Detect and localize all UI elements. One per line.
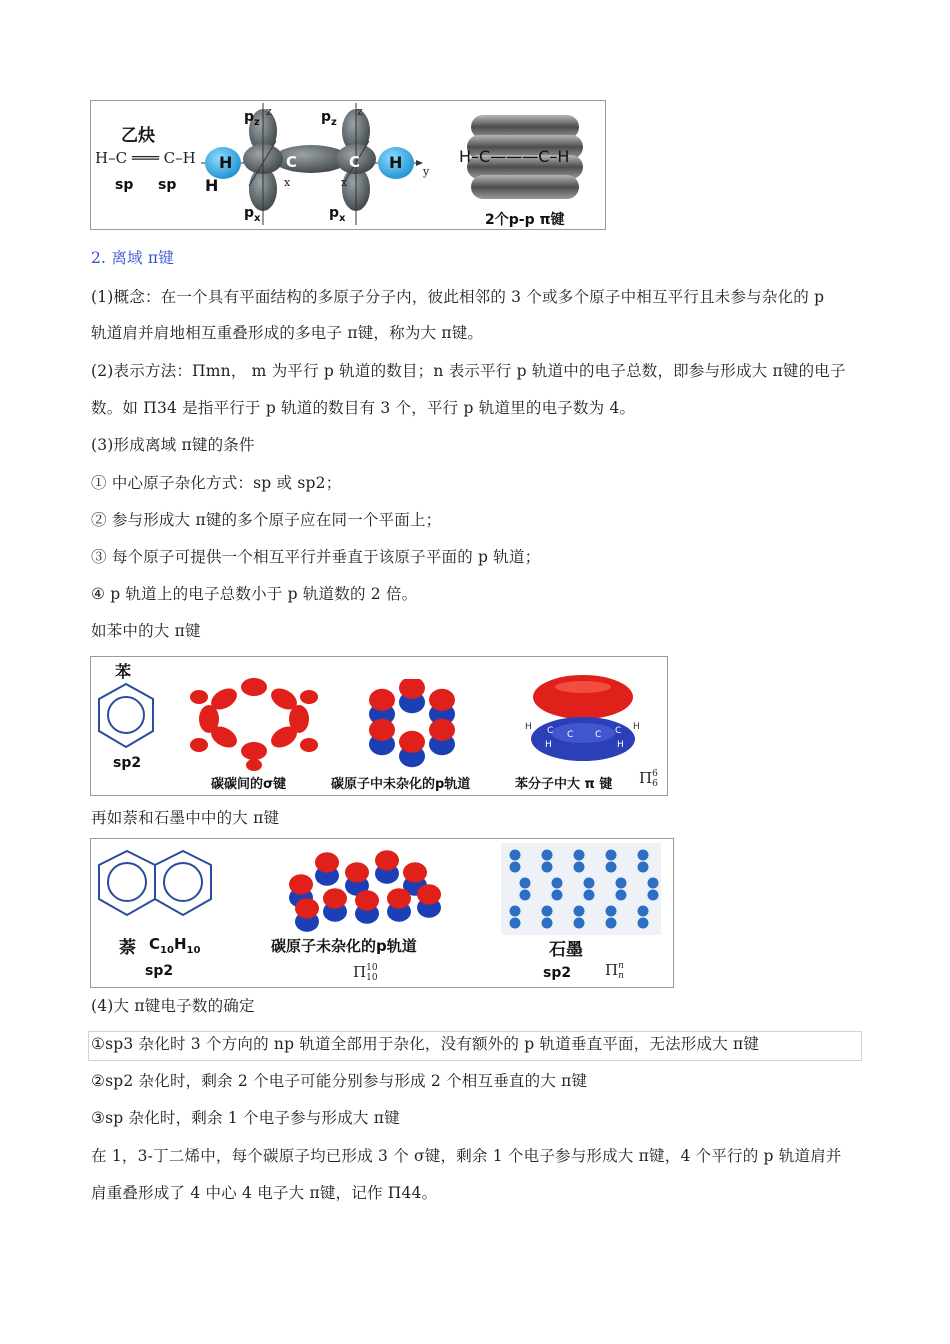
atom-h-left: H bbox=[219, 153, 233, 172]
graphite-atom bbox=[510, 862, 521, 873]
graphite-atom bbox=[648, 878, 659, 889]
condition-3: ③ 每个原子可提供一个相互平行并垂直于该原子平面的 p 轨道； bbox=[91, 548, 541, 566]
ethyne-figure bbox=[90, 100, 606, 230]
benzene-intro: 如苯中的大 π键 bbox=[91, 622, 201, 640]
benzene-hybrid: sp2 bbox=[113, 755, 142, 771]
graphite-atom bbox=[510, 906, 521, 917]
graphite-atom bbox=[574, 918, 585, 929]
axis-x-right: x bbox=[341, 176, 348, 189]
svg-text:H: H bbox=[633, 722, 640, 732]
p-orbital-lobe-pair bbox=[429, 719, 455, 755]
benzene-ring-icon bbox=[95, 681, 157, 751]
axis-y: y bbox=[423, 165, 430, 178]
naphthalene-mid-caption: 碳原子未杂化的p轨道 bbox=[271, 937, 417, 955]
naphthalene-name: 萘 bbox=[119, 938, 136, 958]
sigma-bond-model bbox=[189, 677, 319, 772]
svg-text:C: C bbox=[595, 730, 602, 740]
graphite-atom bbox=[584, 878, 595, 889]
naphthalene-formula: $C_{10}H_{10}$ bbox=[149, 935, 201, 956]
rule-sp2: ②sp2 杂化时，剩余 2 个电子可能分别参与形成 2 个相互垂直的大 π键 bbox=[91, 1072, 588, 1090]
px-left-label: $p_x$ bbox=[244, 205, 261, 224]
electron-count-heading: (4)大 π键电子数的确定 bbox=[91, 997, 255, 1015]
graphite-atom bbox=[616, 890, 627, 901]
condition-1: ① 中心原子杂化方式：sp 或 sp2； bbox=[91, 474, 342, 492]
graphite-atom bbox=[542, 918, 553, 929]
butadiene-line2: 肩重叠形成了 4 中心 4 电子大 π键，记作 Π44。 bbox=[91, 1184, 438, 1202]
graphite-atom bbox=[574, 906, 585, 917]
p-orbital-lobe-pair bbox=[315, 852, 339, 886]
conditions-heading: (3)形成离域 π键的条件 bbox=[91, 436, 255, 454]
concept-line2: 轨道肩并肩地相互重叠形成的多电子 π键，称为大 π键。 bbox=[91, 324, 484, 342]
graphite-atom bbox=[542, 862, 553, 873]
svg-text:H: H bbox=[617, 740, 624, 750]
p-orbital-lobe-pair bbox=[355, 890, 379, 924]
naphthalene-hybrid: sp2 bbox=[145, 963, 174, 979]
graphite-atom bbox=[542, 850, 553, 861]
graphite-hybrid: sp2 bbox=[543, 965, 572, 981]
p-orbital-lobe-pair bbox=[295, 898, 319, 932]
benzene-pi-cloud bbox=[523, 667, 643, 767]
graphite-atom bbox=[638, 918, 649, 929]
concept-line1: (1)概念：在一个具有平面结构的多原子分子内，彼此相邻的 3 个或多个原子中相互平行且未参与杂化的 p bbox=[91, 288, 825, 306]
rule-sp: ③sp 杂化时，剩余 1 个电子参与形成大 π键 bbox=[91, 1109, 400, 1127]
pz-left-label: $p_z$ bbox=[244, 109, 260, 128]
graphite-atom bbox=[638, 906, 649, 917]
rule-sp3: ①sp3 杂化时 3 个方向的 np 轨道全部用于杂化，没有额外的 p 轨道垂直平面，无法形成大 π键 bbox=[91, 1035, 760, 1053]
hybrid-left: sp bbox=[115, 177, 134, 193]
svg-text:C: C bbox=[567, 730, 574, 740]
px-right-label: $p_x$ bbox=[329, 205, 346, 224]
p-orbital-lobe-pair bbox=[375, 850, 399, 884]
graphite-atom bbox=[510, 850, 521, 861]
graphite-model bbox=[501, 843, 661, 935]
graphite-name: 石墨 bbox=[549, 940, 583, 960]
svg-text:C: C bbox=[547, 726, 554, 736]
p-orbital-lobe-pair bbox=[369, 719, 395, 755]
hybrid-right: sp bbox=[158, 177, 177, 193]
graphite-atom bbox=[520, 878, 531, 889]
naphthalene-intro: 再如萘和石墨中中的大 π键 bbox=[91, 809, 280, 827]
section-heading: 2. 离域 π键 bbox=[91, 249, 174, 267]
condition-4: ④ p 轨道上的电子总数小于 p 轨道数的 2 倍。 bbox=[91, 585, 418, 603]
benzene-pi-caption: 苯分子中大 π 键 bbox=[515, 777, 613, 792]
graphite-atom bbox=[606, 918, 617, 929]
right-formula: H–C———C–H bbox=[459, 147, 570, 166]
atom-c-right: C bbox=[349, 153, 361, 171]
p-orbital-lobe-pair bbox=[387, 888, 411, 922]
axis-z-left: z bbox=[266, 105, 272, 118]
benzene-title: 苯 bbox=[115, 662, 132, 681]
benzene-figure bbox=[90, 656, 668, 796]
pz-right-label: $p_z$ bbox=[321, 109, 337, 128]
graphite-atom bbox=[574, 850, 585, 861]
p-orbital-lobe-pair bbox=[323, 888, 347, 922]
graphite-atom bbox=[648, 890, 659, 901]
axis-x-left: x bbox=[284, 176, 291, 189]
graphite-pi-symbol: Π n n bbox=[605, 961, 624, 981]
svg-text:H: H bbox=[545, 740, 552, 750]
graphite-atom bbox=[584, 890, 595, 901]
sigma-caption: 碳碳间的σ键 bbox=[211, 777, 287, 792]
graphite-atom bbox=[552, 878, 563, 889]
graphite-atom bbox=[510, 918, 521, 929]
butadiene-line1: 在 1，3-丁二烯中，每个碳原子均已形成 3 个 σ键，剩余 1 个电子参与形成大 π键，4 个平行的 p 轨道肩并 bbox=[91, 1147, 842, 1165]
graphite-atom bbox=[606, 906, 617, 917]
p-orbital-lobe-pair bbox=[417, 884, 441, 918]
graphite-atom bbox=[606, 862, 617, 873]
graphite-atom bbox=[616, 878, 627, 889]
graphite-atom bbox=[606, 850, 617, 861]
atom-h-right: H bbox=[389, 153, 403, 172]
p-orbital-lobe-pair bbox=[399, 731, 425, 767]
p-orbital-model bbox=[347, 679, 477, 769]
graphite-atom bbox=[574, 862, 585, 873]
graphite-atom bbox=[542, 906, 553, 917]
p-orbital-caption: 碳原子中未杂化的p轨道 bbox=[331, 777, 471, 792]
svg-text:H: H bbox=[525, 722, 532, 732]
naphthalene-p-orbital-model bbox=[279, 845, 454, 933]
naphthalene-ring-icon bbox=[95, 847, 223, 919]
graphite-atom bbox=[552, 890, 563, 901]
graphite-atom bbox=[638, 862, 649, 873]
naphthalene-pi-symbol: Π 10 10 bbox=[353, 963, 378, 983]
svg-text:C: C bbox=[615, 726, 622, 736]
benzene-pi-symbol: Π 6 6 bbox=[639, 769, 658, 789]
ethyne-formula: H–C ═══ C–H bbox=[95, 149, 196, 167]
fig1-caption: 2个p-p π键 bbox=[485, 212, 565, 228]
graphite-atom bbox=[520, 890, 531, 901]
naphthalene-figure bbox=[90, 838, 674, 988]
notation-line2: 数。如 Π34 是指平行于 p 轨道的数目有 3 个，平行 p 轨道里的电子数为 4。 bbox=[91, 399, 636, 417]
condition-2: ② 参与形成大 π键的多个原子应在同一个平面上； bbox=[91, 511, 442, 529]
axis-z-right: z bbox=[357, 105, 363, 118]
atom-c-left: C bbox=[286, 153, 298, 171]
notation-line1: (2)表示方法：Πmn， m 为平行 p 轨道的数目；n 表示平行 p 轨道中的电子总数，即参与形成大 π键的电子 bbox=[91, 362, 846, 380]
atom-h-left-low: H bbox=[205, 176, 219, 195]
ethyne-name: 乙炔 bbox=[121, 126, 155, 146]
p-orbital-lobe-pair bbox=[399, 679, 425, 713]
graphite-atom bbox=[638, 850, 649, 861]
